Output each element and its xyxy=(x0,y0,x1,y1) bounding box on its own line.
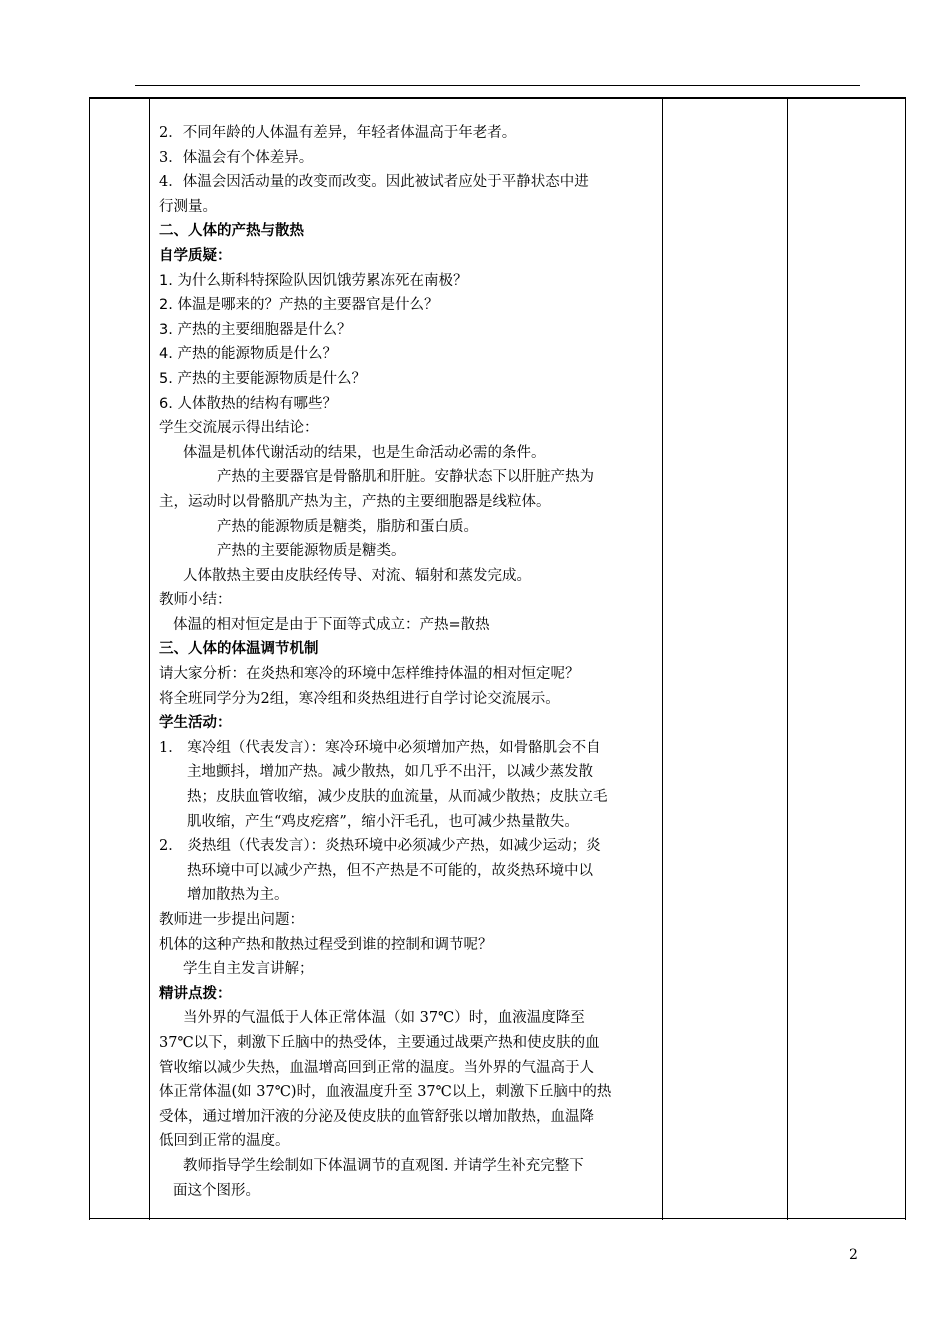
table-bottom-border xyxy=(89,1218,906,1219)
text-line: 37℃以下，刺激下丘脑中的热受体，主要通过战栗产热和使皮肤的血 xyxy=(159,1034,600,1051)
text-line: 4. 产热的能源物质是什么？ xyxy=(159,346,337,363)
text-line: 主，运动时以骨骼肌产热为主，产热的主要细胞器是线粒体。 xyxy=(159,493,551,510)
page-number: 2 xyxy=(849,1247,858,1263)
table-top-border xyxy=(89,97,906,99)
text-line: 体温是机体代谢活动的结果，也是生命活动必需的条件。 xyxy=(183,444,546,461)
text-line: 将全班同学分为2组，寒冷组和炎热组进行自学讨论交流展示。 xyxy=(159,690,560,707)
text-line: 自学质疑： xyxy=(159,247,232,264)
text-line: 2. 体温是哪来的？产热的主要器官是什么？ xyxy=(159,297,439,314)
text-line: 请大家分析：在炎热和寒冷的环境中怎样维持体温的相对恒定呢？ xyxy=(159,666,580,683)
text-line: 低回到正常的温度。 xyxy=(159,1133,290,1150)
text-line: 教师指导学生绘制如下体温调节的直观图. 并请学生补充完整下 xyxy=(183,1157,584,1174)
text-line: 肌收缩，产生“鸡皮疙瘩”，缩小汗毛孔，也可减少热量散失。 xyxy=(187,813,579,830)
text-line: 5. 产热的主要能源物质是什么？ xyxy=(159,370,366,387)
text-line: 体正常体温(如 37℃)时，血液温度升至 37℃以上，刺激下丘脑中的热 xyxy=(159,1084,612,1101)
text-line: 学生交流展示得出结论： xyxy=(159,420,319,437)
table-left-border xyxy=(89,97,90,1220)
text-line: 2．不同年龄的人体温有差异，年轻者体温高于年老者。 xyxy=(159,125,517,141)
text-line: 3. 产热的主要细胞器是什么？ xyxy=(159,321,352,338)
text-line: 行测量。 xyxy=(159,198,217,215)
text-line: 人体散热主要由皮肤经传导、对流、辐射和蒸发完成。 xyxy=(183,567,531,584)
text-line: 当外界的气温低于人体正常体温（如 37℃）时，血液温度降至 xyxy=(183,1010,585,1027)
column-divider-2 xyxy=(662,97,663,1220)
text-line: 产热的主要能源物质是糖类。 xyxy=(217,543,406,560)
text-line: 学生自主发言讲解； xyxy=(183,961,314,978)
text-line: 教师进一步提出问题： xyxy=(159,912,304,928)
text-line: 管收缩以减少失热，血温增高回到正常的温度。当外界的气温高于人 xyxy=(159,1059,594,1076)
column-divider-1 xyxy=(149,97,150,1220)
text-line: 机体的这种产热和散热过程受到谁的控制和调节呢？ xyxy=(159,936,493,953)
text-line: 产热的能源物质是糖类，脂肪和蛋白质。 xyxy=(217,518,478,535)
header-rule xyxy=(135,85,860,86)
text-line: 主地颤抖，增加产热。减少散热，如几乎不出汗，以减少蒸发散 xyxy=(187,764,593,781)
text-line: 热；皮肤血管收缩，减少皮肤的血流量，从而减少散热；皮肤立毛 xyxy=(187,789,608,806)
text-line: 增加散热为主。 xyxy=(187,887,289,904)
text-line: 1. 为什么斯科特探险队因饥饿劳累冻死在南极？ xyxy=(159,272,468,289)
column-divider-3 xyxy=(787,97,788,1220)
text-line: 2． 炎热组（代表发言）：炎热环境中必须减少产热，如减少运动；炎 xyxy=(159,838,601,855)
table-right-border xyxy=(905,97,906,1220)
text-line: 三、人体的体温调节机制 xyxy=(159,641,319,658)
text-line: 热环境中可以减少产热，但不产热是不可能的，故炎热环境中以 xyxy=(187,862,593,879)
text-line: 面这个图形。 xyxy=(173,1182,260,1199)
text-line: 精讲点拨： xyxy=(159,985,232,1002)
text-line: 受体，通过增加汗液的分泌及使皮肤的血管舒张以增加散热，血温降 xyxy=(159,1108,594,1125)
text-line: 1． 寒冷组（代表发言）：寒冷环境中必须增加产热，如骨骼肌会不自 xyxy=(159,739,601,756)
text-line: 教师小结： xyxy=(159,592,232,609)
lesson-content xyxy=(159,121,659,1203)
text-line: 学生活动： xyxy=(159,715,232,732)
text-line: 体温的相对恒定是由于下面等式成立：产热=散热 xyxy=(173,616,490,633)
text-line: 产热的主要器官是骨骼肌和肝脏。安静状态下以肝脏产热为 xyxy=(217,469,594,486)
text-line: 6. 人体散热的结构有哪些？ xyxy=(159,395,337,412)
text-line: 4．体温会因活动量的改变而改变。因此被试者应处于平静状态中进 xyxy=(159,174,589,191)
text-line: 3．体温会有个体差异。 xyxy=(159,149,314,166)
text-line: 二、人体的产热与散热 xyxy=(159,223,304,240)
